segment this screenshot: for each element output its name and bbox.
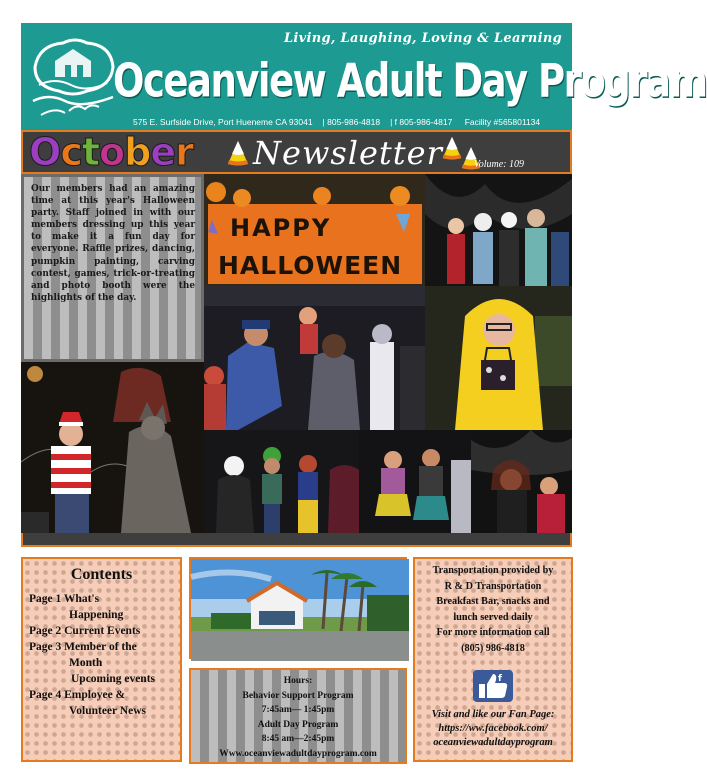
banner-illustration — [204, 174, 425, 286]
intro-text-box — [21, 174, 204, 362]
candy-corn-icon — [441, 136, 463, 160]
contents-item — [23, 671, 180, 687]
photo-footer-bar — [21, 533, 572, 547]
contents-item — [23, 639, 180, 671]
cat-costume-illustration — [471, 430, 572, 533]
contact-line: 575 E. Surfside Drive, Port Hueneme CA 93041 | 805-986-4818 | f 805-986-4817 Facility #565801134 — [133, 117, 541, 127]
svg-text:f: f — [498, 674, 502, 684]
newsletter-header — [21, 23, 707, 130]
program-time: 7:45am— 1:45pm — [261, 705, 335, 715]
website-link[interactable]: Www.oceanviewadultdayprogram.com — [219, 748, 377, 759]
contents-topic: Month — [69, 657, 103, 669]
facebook-url[interactable]: https://ww.facebook.com/ — [438, 723, 548, 734]
banana-costume-illustration — [425, 286, 572, 430]
oceanview-logo — [25, 27, 121, 123]
contents-topic: Volunteer News — [69, 705, 146, 717]
transport-phone: (805) 986-4818 — [461, 642, 525, 654]
contents-topic: Upcoming events — [71, 673, 156, 685]
contents-heading: Contents — [70, 566, 133, 583]
address: 575 E. Surfside Drive, Port Hueneme CA 93041 — [133, 117, 313, 127]
transport-line: R & D Transportation — [444, 580, 542, 592]
month-title — [29, 132, 193, 172]
costume-dance-photo — [204, 430, 359, 533]
facebook-like-icon[interactable] — [473, 670, 513, 702]
program-time: 8:45 am—2:45pm — [261, 734, 335, 744]
month-letter: t — [81, 130, 100, 174]
contents-page: Page 4 Employee & — [29, 689, 126, 701]
waldo-wolf-photo — [21, 362, 204, 533]
banana-costume-photo — [425, 286, 572, 430]
month-letter: b — [124, 130, 151, 174]
tagline: Living, Laughing, Loving & Learning — [283, 31, 562, 46]
waldo-wolf-illustration — [21, 362, 204, 533]
month-letter: r — [175, 130, 193, 174]
banner-happy: HAPPY — [230, 214, 332, 242]
banner-halloween: HALLOWEEN — [218, 251, 403, 280]
contents-item — [23, 591, 180, 623]
party-dance-photo — [359, 430, 471, 533]
program-name: Adult Day Program — [257, 719, 339, 730]
building-illustration — [191, 559, 409, 661]
month-letter: O — [29, 130, 61, 174]
contents-page: Page 2 Current Events — [29, 625, 141, 637]
contents-page: Page 3 Member of the — [29, 641, 137, 653]
transport-box — [413, 557, 573, 762]
transport-line: Transportation provided by — [432, 565, 554, 576]
contents-page: Page 1 What's — [29, 593, 100, 605]
month-bar — [21, 130, 572, 174]
costume-dance-illustration — [204, 430, 359, 533]
contents-topic: Happening — [69, 609, 124, 621]
building-photo — [189, 557, 407, 659]
candy-corn-icon — [227, 140, 249, 166]
hours-heading: Hours: — [283, 676, 313, 686]
dancing-illustration — [204, 286, 425, 430]
cat-costume-photo — [471, 430, 572, 533]
month-letter: o — [99, 130, 125, 174]
volume-number: Volume: 109 — [473, 159, 524, 170]
phone: 805-986-4818 — [327, 117, 381, 127]
program-title: Oceanview Adult Day Program — [113, 54, 707, 108]
facility-number: Facility #565801134 — [464, 117, 541, 127]
party-dance-illustration — [359, 430, 471, 533]
intro-text: Our members had an amazing time at this year's Halloween party. Staff joined in with our members dressing up this year to make it a fun day for everyone. Raffle prizes, dancing, pumpkin painting, carving contest, games, trick-or-treating and photo booth were the highlights of the day. — [31, 184, 195, 303]
month-letter: c — [60, 130, 82, 174]
costume-group-illustration — [425, 174, 572, 286]
month-letter: e — [150, 130, 176, 174]
facebook-url[interactable]: oceanviewadultdayprogram — [433, 737, 553, 748]
contents-item — [23, 687, 180, 719]
contents-box — [21, 557, 182, 762]
transport-line: For more information call — [436, 627, 550, 638]
month-text — [29, 130, 193, 174]
transport-line: lunch served daily — [453, 611, 533, 623]
program-name: Behavior Support Program — [242, 690, 354, 701]
fan-page-label: Visit and like our Fan Page: — [431, 709, 555, 720]
contents-list — [23, 591, 180, 719]
banner-photo — [204, 174, 425, 286]
costume-group-photo — [425, 174, 572, 286]
contents-item — [23, 623, 180, 639]
transport-line: Breakfast Bar, snacks and — [436, 596, 550, 607]
dancing-photo — [204, 286, 425, 430]
hours-box — [189, 668, 407, 764]
fax: f 805-986-4817 — [394, 117, 453, 127]
newsletter-title: Newsletter — [253, 134, 443, 172]
